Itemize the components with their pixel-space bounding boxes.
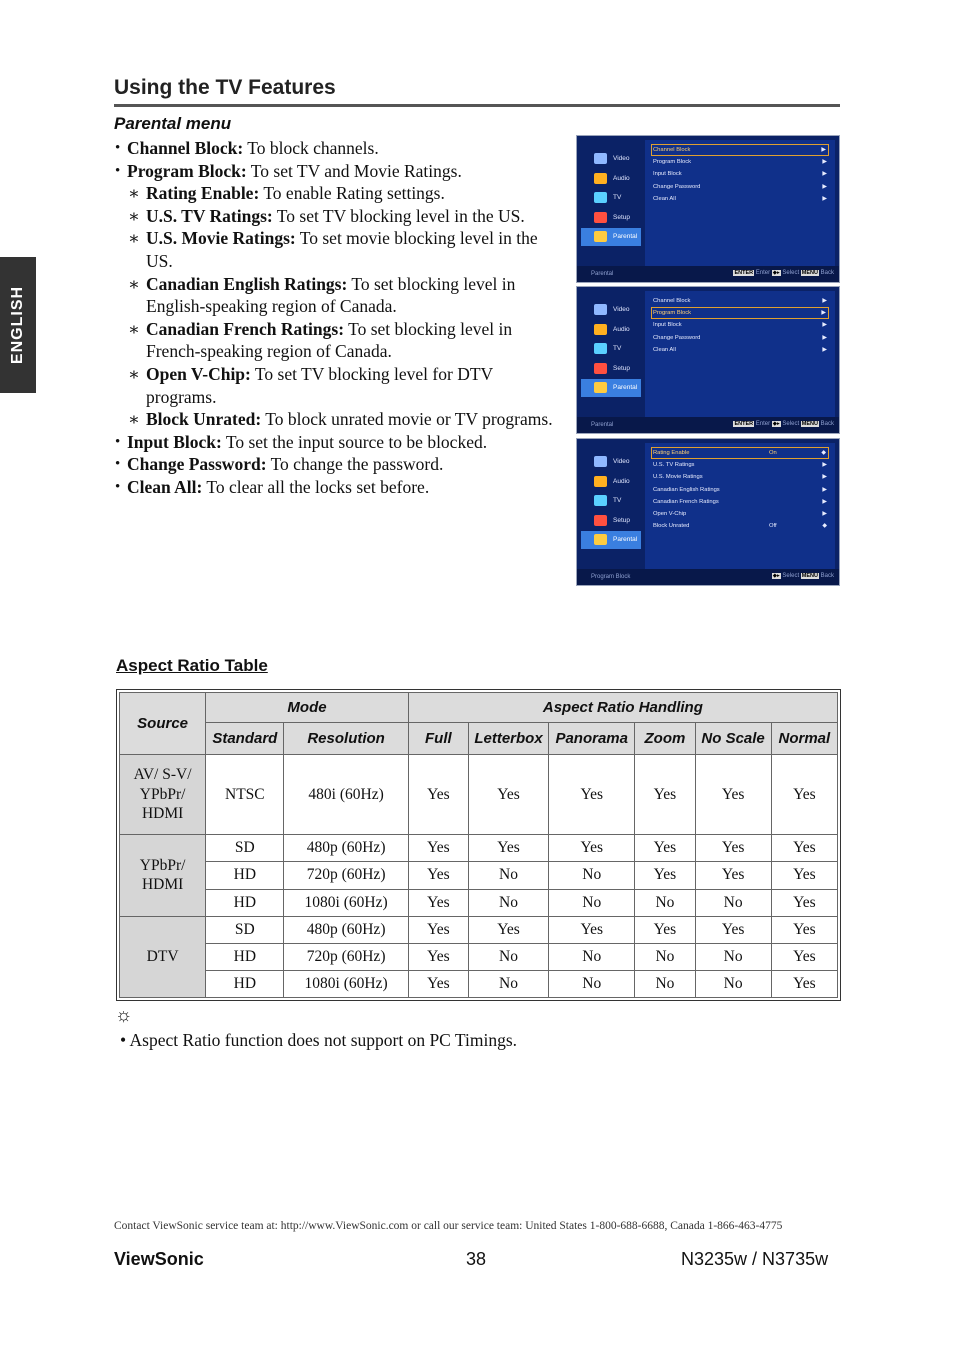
menu-sidebar-item [581, 301, 641, 319]
menu-option [645, 181, 835, 193]
column-header: Standard [206, 723, 284, 755]
table-cell: Yes [408, 943, 468, 970]
arrow-right-icon: ▶ [822, 474, 827, 481]
menu-sidebar-item [581, 150, 641, 168]
table-cell: No [468, 889, 548, 916]
key-hint-label: Back [818, 421, 834, 427]
menu-sidebar [581, 301, 641, 399]
arrow-right-icon: ▶ [821, 147, 826, 153]
table-cell: No [549, 970, 635, 997]
table-cell: 480i (60Hz) [284, 755, 408, 835]
note-sun-icon: ☼ [115, 1005, 133, 1026]
menu-option [645, 193, 835, 205]
table-cell: Yes [549, 835, 635, 862]
table-cell: Yes [771, 889, 837, 916]
table-cell: No [468, 943, 548, 970]
menu-option [645, 471, 835, 483]
feature-description: To block channels. [243, 138, 379, 158]
key-hint-label: Back [818, 573, 834, 579]
setup-icon [594, 363, 607, 374]
feature-term: U.S. Movie Ratings: [146, 228, 296, 249]
menu-sidebar-label: TV [613, 194, 622, 202]
lock-icon [594, 534, 607, 545]
table-cell: 720p (60Hz) [284, 862, 408, 889]
source-cell: DTV [120, 916, 206, 997]
feature-description: To set movie blocking level in the US. [146, 228, 538, 271]
table-cell: HD [206, 970, 284, 997]
menu-footer-title: Program Block [591, 574, 631, 580]
table-cell: No [549, 943, 635, 970]
feature-description: To set TV blocking level for DTV programs. [146, 363, 493, 407]
menu-sidebar-label: TV [613, 345, 622, 353]
feature-description: To change the password. [266, 454, 444, 475]
feature-item [114, 182, 554, 205]
table-row [120, 970, 838, 997]
menu-sidebar-label: Setup [613, 213, 630, 221]
setup-icon [594, 212, 607, 223]
table-cell: SD [206, 916, 284, 943]
menu-footer [577, 569, 839, 585]
table-row [120, 835, 838, 862]
menu-option-label: Rating Enable [653, 450, 690, 456]
table-row [120, 862, 838, 889]
arrow-right-icon: ▶ [822, 183, 827, 190]
lock-icon [594, 231, 607, 242]
aspect-ratio-heading: Aspect Ratio Table [116, 656, 268, 675]
key-hint-label: Select [780, 573, 801, 579]
arrow-right-icon: ▶ [822, 334, 827, 341]
tv-icon [594, 343, 607, 354]
table-cell: Yes [408, 889, 468, 916]
aspect-handling-header: Aspect Ratio Handling [408, 693, 837, 723]
table-cell: HD [206, 889, 284, 916]
feature-description: To set the input source to be blocked. [221, 431, 488, 452]
table-cell: No [695, 943, 771, 970]
table-cell: 720p (60Hz) [284, 943, 408, 970]
menu-option-label: Clean All [653, 346, 676, 353]
menu-option-label: Program Block [653, 310, 692, 317]
key-hint: MENU [801, 573, 818, 579]
source-header: Source [120, 693, 206, 755]
audio-icon [594, 173, 607, 184]
feature-term: Program Block: [127, 160, 247, 181]
video-icon [594, 304, 607, 315]
table-cell: Yes [408, 916, 468, 943]
menu-option [645, 344, 835, 356]
title-divider [114, 104, 840, 107]
tv-menu-screenshot-program-block [576, 286, 840, 434]
arrow-right-icon: ▶ [822, 462, 827, 469]
menu-footer-hints [772, 573, 834, 579]
menu-option-label: Canadian French Ratings [653, 498, 719, 505]
table-cell: Yes [771, 755, 837, 835]
feature-item [114, 363, 554, 408]
arrow-right-icon: ▶ [822, 486, 827, 493]
menu-sidebar-label: Setup [613, 364, 630, 372]
menu-option-label: Channel Block [653, 147, 691, 153]
video-icon [594, 456, 607, 467]
table-cell: Yes [408, 755, 468, 835]
table-cell: Yes [771, 835, 837, 862]
table-cell: No [468, 862, 548, 889]
table-cell: Yes [771, 943, 837, 970]
menu-sidebar-label: Video [613, 306, 630, 313]
menu-option [645, 319, 835, 331]
menu-footer-title: Parental [591, 422, 614, 428]
arrow-right-icon: ▶ [822, 298, 827, 304]
feature-term: Canadian French Ratings: [146, 318, 345, 339]
column-header: Letterbox [468, 723, 548, 755]
key-hint: ◆▸ [772, 421, 780, 427]
feature-item [114, 408, 554, 431]
table-cell: No [695, 970, 771, 997]
arrow-right-icon: ◆ [821, 450, 826, 456]
arrow-right-icon: ▶ [822, 159, 827, 166]
key-hint: ◆▸ [772, 573, 780, 579]
source-cell: YPbPr/ HDMI [120, 835, 206, 916]
column-header: Full [408, 723, 468, 755]
menu-sidebar-label: Parental [613, 233, 638, 241]
menu-sidebar-label: Parental [613, 384, 638, 392]
key-hint-label: Back [818, 270, 834, 276]
table-cell: Yes [468, 755, 548, 835]
brand-name: ViewSonic [114, 1249, 204, 1269]
table-cell: Yes [695, 916, 771, 943]
menu-options-panel [645, 443, 835, 569]
table-cell: No [635, 970, 695, 997]
language-tab-label: ENGLISH [9, 285, 26, 365]
menu-sidebar-item [581, 531, 641, 549]
feature-item [114, 160, 554, 183]
menu-option-label: Canadian English Ratings [653, 486, 720, 493]
key-hint-label: Select [780, 421, 801, 427]
menu-sidebar-label: Audio [613, 325, 630, 333]
feature-description: To clear all the locks set before. [202, 476, 430, 497]
setup-icon [594, 515, 607, 526]
menu-sidebar-item [581, 321, 641, 339]
menu-sidebar-item [581, 473, 641, 491]
tv-icon [594, 192, 607, 203]
feature-item [114, 476, 554, 499]
aspect-ratio-table-frame [116, 689, 841, 1001]
menu-option-label: Change Password [653, 334, 701, 341]
menu-sidebar-item [581, 228, 641, 246]
feature-term: Block Unrated: [146, 409, 262, 430]
table-cell: Yes [771, 862, 837, 889]
menu-sidebar-label: Parental [613, 536, 638, 544]
menu-sidebar-label: Setup [613, 516, 630, 524]
table-cell: Yes [468, 835, 548, 862]
menu-sidebar-item [581, 209, 641, 227]
key-hint: MENU [801, 270, 818, 276]
arrow-right-icon: ▶ [822, 510, 827, 517]
menu-option [645, 484, 835, 496]
menu-sidebar-item [581, 189, 641, 207]
table-cell: No [549, 862, 635, 889]
tv-menu-screenshot-rating-settings [576, 438, 840, 586]
table-cell: Yes [408, 862, 468, 889]
video-icon [594, 153, 607, 164]
feature-item [114, 453, 554, 476]
arrow-right-icon: ▶ [822, 498, 827, 505]
table-cell: Yes [408, 970, 468, 997]
menu-option-value: On [769, 450, 777, 456]
table-cell: HD [206, 943, 284, 970]
lock-icon [594, 382, 607, 393]
menu-sidebar-item [581, 170, 641, 188]
menu-sidebar [581, 453, 641, 551]
key-hint-label: Enter [754, 270, 772, 276]
note-text: • Aspect Ratio function does not support on PC Timings. [120, 1030, 517, 1051]
feature-term: Clean All: [127, 476, 203, 497]
table-cell: HD [206, 862, 284, 889]
table-row [120, 889, 838, 916]
feature-term: Canadian English Ratings: [146, 273, 348, 294]
tv-icon [594, 495, 607, 506]
menu-sidebar-item [581, 340, 641, 358]
menu-sidebar [581, 150, 641, 248]
feature-description: To set blocking level in French-speaking region of Canada. [146, 318, 513, 362]
menu-option-label: Open V-Chip [653, 510, 687, 517]
column-header: Normal [771, 723, 837, 755]
table-cell: Yes [771, 916, 837, 943]
menu-sidebar-label: Audio [613, 174, 630, 182]
menu-footer-title: Parental [591, 271, 614, 277]
menu-option-label: U.S. TV Ratings [653, 462, 695, 469]
table-row [120, 755, 838, 835]
table-cell: Yes [549, 916, 635, 943]
feature-term: Change Password: [127, 454, 267, 475]
source-cell: AV/ S-V/ YPbPr/ HDMI [120, 755, 206, 835]
key-hint: ◆▸ [772, 270, 780, 276]
key-hint: ENTER [734, 270, 754, 276]
table-cell: Yes [695, 862, 771, 889]
table-cell: NTSC [206, 755, 284, 835]
language-tab [0, 257, 36, 393]
table-cell: Yes [549, 755, 635, 835]
contact-info: Contact ViewSonic service team at: http://www.ViewSonic.com or call our service team: United States 1-800-688-6688, Canada 1-866-463-4775 [114, 1220, 783, 1232]
table-cell: Yes [408, 835, 468, 862]
menu-option [645, 168, 835, 180]
feature-item [114, 273, 554, 318]
feature-term: U.S. TV Ratings: [146, 205, 273, 226]
section-title: Using the TV Features [114, 76, 336, 99]
mode-header: Mode [206, 693, 409, 723]
arrow-right-icon: ▶ [822, 195, 827, 202]
table-cell: SD [206, 835, 284, 862]
arrow-right-icon: ▶ [821, 310, 826, 317]
table-cell: 480p (60Hz) [284, 916, 408, 943]
table-cell: Yes [771, 970, 837, 997]
table-cell: Yes [695, 755, 771, 835]
table-cell: Yes [695, 835, 771, 862]
audio-icon [594, 324, 607, 335]
menu-sidebar-item [581, 453, 641, 471]
table-cell: No [468, 970, 548, 997]
menu-footer [577, 417, 839, 433]
menu-sidebar-item [581, 379, 641, 397]
arrow-right-icon: ▶ [822, 346, 827, 353]
menu-option-label: Input Block [653, 171, 682, 178]
feature-item [114, 318, 554, 363]
menu-option [651, 307, 829, 319]
menu-sidebar-item [581, 512, 641, 530]
menu-option-label: Program Block [653, 159, 692, 166]
table-cell: No [549, 889, 635, 916]
arrow-right-icon: ▶ [822, 322, 827, 329]
table-cell: 1080i (60Hz) [284, 889, 408, 916]
menu-footer-hints [733, 421, 834, 427]
menu-option [645, 459, 835, 471]
table-cell: No [635, 943, 695, 970]
menu-sidebar-label: TV [613, 497, 622, 505]
menu-option-label: U.S. Movie Ratings [653, 474, 703, 481]
table-row [120, 916, 838, 943]
menu-option [645, 496, 835, 508]
arrow-right-icon: ▶ [822, 171, 827, 178]
key-hint: MENU [801, 421, 818, 427]
menu-sidebar-item [581, 360, 641, 378]
menu-option [645, 332, 835, 344]
menu-option-value: Off [769, 523, 777, 530]
key-hint-label: Enter [754, 421, 772, 427]
parental-menu-heading: Parental menu [114, 114, 232, 133]
menu-sidebar-label: Video [613, 458, 630, 465]
feature-term: Channel Block: [127, 138, 244, 158]
table-cell: No [695, 889, 771, 916]
table-cell: No [635, 889, 695, 916]
feature-description: To enable Rating settings. [259, 183, 445, 204]
menu-option [645, 520, 835, 532]
feature-description: To set blocking level in English-speaking region of Canada. [146, 273, 516, 317]
menu-option [651, 144, 829, 156]
menu-option-label: Block Unrated [653, 523, 690, 530]
menu-option-label: Clean All [653, 195, 676, 202]
column-header: No Scale [695, 723, 771, 755]
table-row [120, 943, 838, 970]
feature-description: To block unrated movie or TV programs. [261, 409, 553, 430]
column-header: Panorama [549, 723, 635, 755]
feature-term: Open V-Chip: [146, 363, 251, 384]
table-cell: 480p (60Hz) [284, 835, 408, 862]
menu-footer [577, 266, 839, 282]
feature-term: Rating Enable: [146, 183, 260, 204]
arrow-right-icon: ◆ [822, 523, 827, 530]
parental-feature-list [114, 137, 554, 499]
tv-menu-screenshot-channel-block [576, 135, 840, 283]
menu-option [645, 156, 835, 168]
feature-item [114, 137, 554, 160]
feature-item [114, 227, 554, 272]
menu-option [645, 295, 835, 307]
table-cell: 1080i (60Hz) [284, 970, 408, 997]
menu-sidebar-label: Audio [613, 477, 630, 485]
table-cell: Yes [635, 835, 695, 862]
menu-option-label: Input Block [653, 322, 682, 329]
menu-option [651, 447, 829, 459]
menu-options-panel [645, 140, 835, 266]
feature-item [114, 205, 554, 228]
feature-description: To set TV blocking level in the US. [272, 205, 525, 226]
key-hint-label: Select [780, 270, 801, 276]
model-number: N3235w / N3735w [681, 1249, 829, 1269]
menu-option [645, 508, 835, 520]
column-header: Zoom [635, 723, 695, 755]
menu-options-panel [645, 291, 835, 417]
menu-option-label: Channel Block [653, 298, 691, 304]
menu-sidebar-item [581, 492, 641, 510]
page-number: 38 [466, 1249, 487, 1269]
feature-description: To set TV and Movie Ratings. [246, 160, 462, 181]
aspect-ratio-table [119, 692, 838, 998]
feature-term: Input Block: [127, 431, 222, 452]
column-header: Resolution [284, 723, 408, 755]
audio-icon [594, 476, 607, 487]
table-cell: Yes [635, 755, 695, 835]
table-cell: Yes [468, 916, 548, 943]
key-hint: ENTER [734, 421, 754, 427]
feature-item [114, 431, 554, 454]
menu-sidebar-label: Video [613, 155, 630, 162]
table-cell: Yes [635, 862, 695, 889]
table-cell: Yes [635, 916, 695, 943]
menu-option-label: Change Password [653, 183, 701, 190]
menu-footer-hints [733, 270, 834, 276]
